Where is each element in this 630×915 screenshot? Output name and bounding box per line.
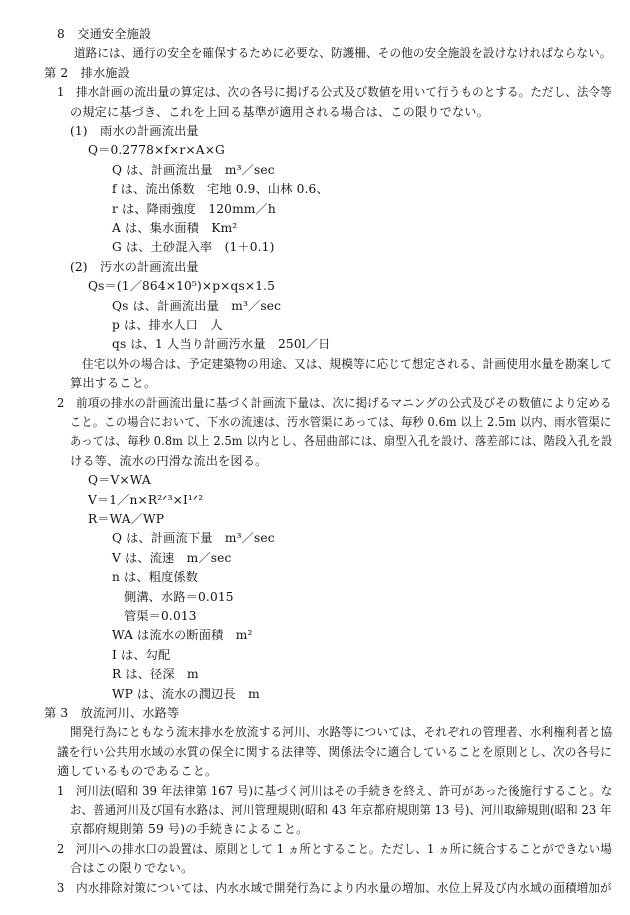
formula-line: Qs＝(1／864×10⁵)×p×qs×1.5 xyxy=(88,279,276,294)
text-line: WA は流水の断面積 m² xyxy=(112,628,253,643)
text-line: 住宅以外の場合は、予定建築物の用途、又は、規模等に応じて想定される、計画使用水量を勘案して xyxy=(82,356,613,371)
formula-line: Q＝V×WA xyxy=(88,473,151,488)
text-line: Q は、計画流出量 m³／sec xyxy=(112,162,275,177)
formula-line: V＝1／n×R²ᐟ³×I¹ᐟ² xyxy=(88,492,204,507)
text-line: 適しているものであること。 xyxy=(57,764,218,779)
text-line: Q は、計画流下量 m³／sec xyxy=(112,531,275,546)
text-line: 合はこの限りでない。 xyxy=(70,861,194,876)
text-line: 開発行為にともなう流末排水を放流する河川、水路等については、それぞれの管理者、水利権利者と協 xyxy=(70,725,613,740)
text-line: A は、集水面積 Km² xyxy=(112,221,238,235)
text-line: 側溝、水路＝0.015 xyxy=(124,589,234,604)
text-line: qs は、1 人当り計画汚水量 250l／日 xyxy=(112,337,331,352)
text-line: 2 河川への排水口の設置は、原則として 1 ヵ所とすること。ただし、1 ヵ所に統合することができない場 xyxy=(57,841,612,856)
section-heading: 第 2 排水施設 xyxy=(44,65,130,80)
text-line: R は、径深 m xyxy=(112,667,199,682)
text-line: 1 河川法(昭和 39 年法律第 167 号)に基づく河川はその手続きを終え、許可があった後施行すること。な xyxy=(57,783,613,798)
text-line: r は、降雨強度 120mm／h xyxy=(112,201,276,216)
text-line: 1 排水計画の流出量の算定は、次の各号に掲げる公式及び数値を用いて行うものとする。ただし、法令等 xyxy=(57,85,612,100)
text-line: 議を行い公共用水域の水質の保全に関する法律等、関係法令に適合していることを原則とし、次の各号に xyxy=(57,744,612,759)
text-line: 8 交通安全施設 xyxy=(57,27,152,41)
text-line: 3 内水排除対策については、内水水域で開発行為により内水量の増加、水位上昇及び内水域の面積増加が xyxy=(57,880,612,895)
text-line: お、普通河川及び国有水路は、河川管理規則(昭和 43 年京都府規則第 13 号)、河川取締規則(昭和 23 年 xyxy=(70,803,612,817)
section-heading: 第 3 放流河川、水路等 xyxy=(44,706,180,720)
subheading: (1) 雨水の計画流出量 xyxy=(70,124,199,138)
text-line: I は、勾配 xyxy=(112,647,171,662)
text-line: こと。この場合において、下水の流速は、汚水管渠にあっては、毎秒 0.6m 以上 2.5m 以内、雨水管渠に xyxy=(70,415,612,429)
formula-line: R＝WA／WP xyxy=(88,512,165,526)
text-line: f は、流出係数 宅地 0.9、山林 0.6、 xyxy=(112,182,329,197)
text-line: G は、土砂混入率 (1＋0.1) xyxy=(112,240,275,255)
subheading: (2) 汚水の計画流出量 xyxy=(70,259,199,274)
formula-line: Q＝0.2778×f×r×A×G xyxy=(88,143,225,158)
text-line: 道路には、通行の安全を確保するために必要な、防護柵、その他の安全施設を設けなければならない。 xyxy=(74,46,612,61)
text-line: 算出すること。 xyxy=(70,376,157,391)
text-line: 2 前項の排水の計画流出量に基づく計画流下量は、次に掲げるマニングの公式及びその数値により定める xyxy=(57,395,612,410)
text-line: ける等、流水の円滑な流出を図る。 xyxy=(70,453,268,468)
text-line: Qs は、計画流出量 m³／sec xyxy=(112,298,282,313)
text-line: あっては、毎秒 0.8m 以上 2.5m 以内とし、各屈曲部には、扇型入孔を設け、落差部には、階段入孔を設 xyxy=(70,434,613,449)
text-line: n は、粗度係数 xyxy=(112,570,199,585)
text-line: WP は、流水の潤辺長 m xyxy=(112,686,260,701)
text-line: p は、排水人口 人 xyxy=(112,318,223,332)
text-line: 京都府規則第 59 号)の手続きによること。 xyxy=(70,822,309,837)
text-line: 管渠＝0.013 xyxy=(124,609,197,623)
text-line: V は、流速 m／sec xyxy=(112,550,232,565)
text-line: の規定に基づき、これを上回る基準が適用される場合は、この限りでない。 xyxy=(70,104,489,119)
